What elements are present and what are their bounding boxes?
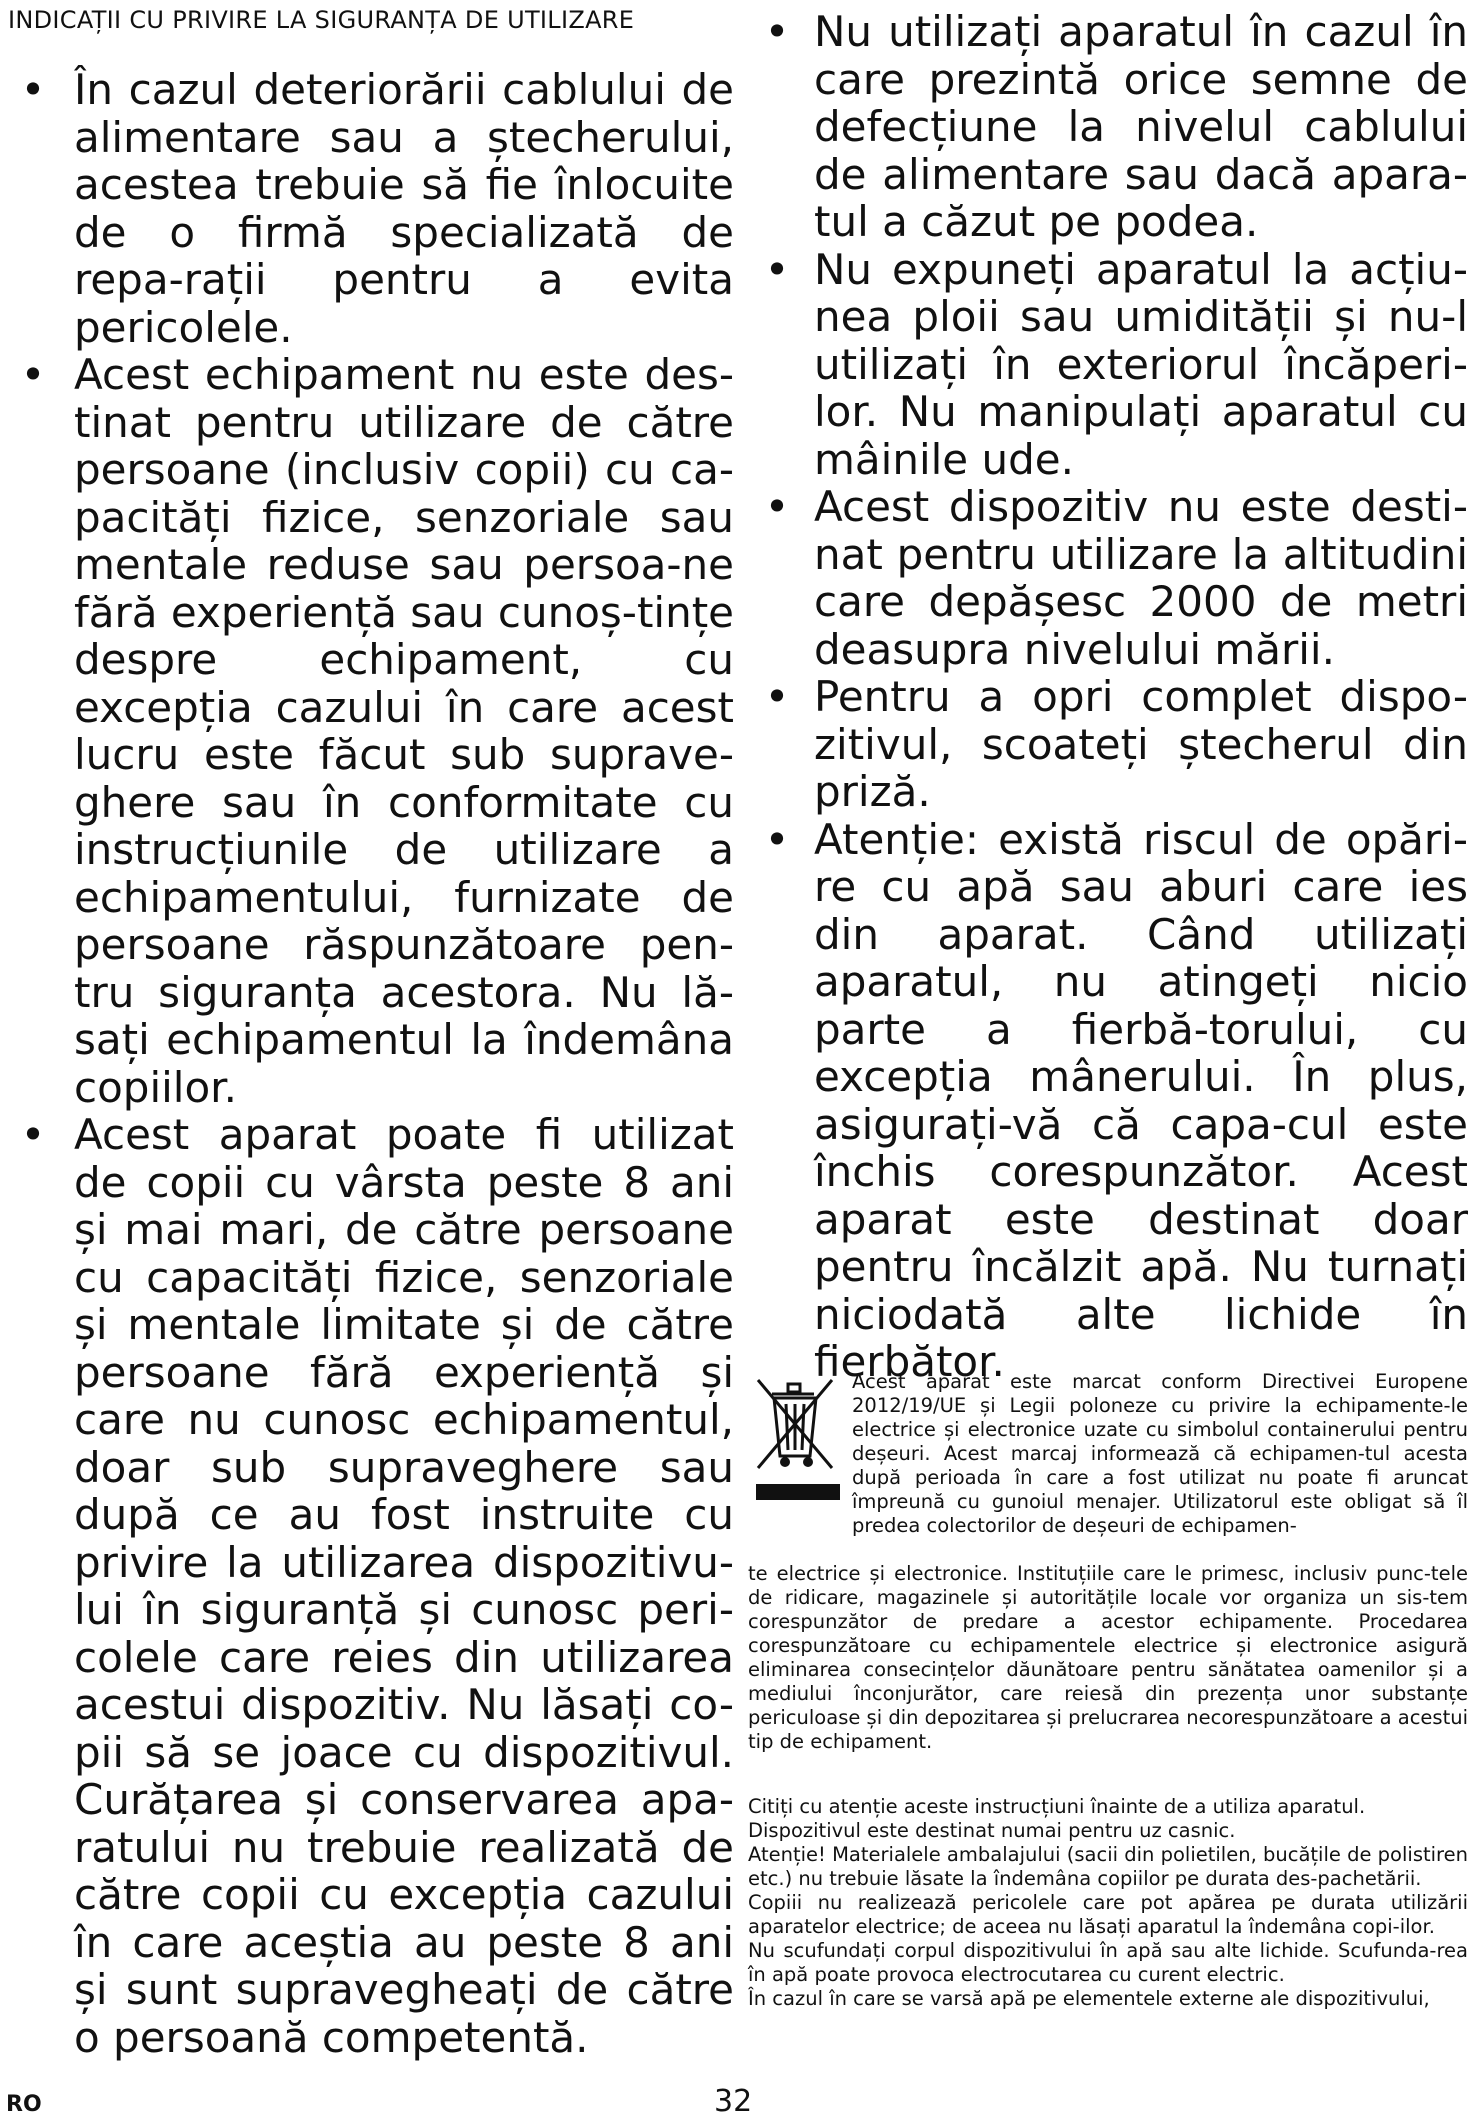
bullet-dot: • — [764, 244, 790, 294]
left-column — [8, 66, 734, 2061]
page-number: 32 — [714, 2084, 753, 2119]
bullet-item — [752, 246, 1468, 484]
bullet-item — [752, 673, 1468, 816]
bullet-text: Pentru a opri complet dispo-zitivul, scoateți ștecherul din priză. — [814, 672, 1468, 816]
bullet-dot: • — [20, 65, 46, 114]
bullet-dot: • — [20, 1110, 46, 1159]
bullet-dot: • — [764, 482, 790, 531]
bullet-item — [752, 8, 1468, 246]
note-paragraph: Copiii nu realizează pericolele care pot apărea pe durata utilizării aparatelor electrice; de aceea nu lăsați aparatul la îndemâna copi-ilor. — [748, 1891, 1468, 1938]
bullet-dot: • — [764, 814, 790, 864]
bullet-text: Atenție: există riscul de opări-re cu apă sau aburi care ies din aparat. Când utilizați aparatul, nu atingeți nicio parte a fierbă-torului, cu excepția mânerului. În plus, asigurați-vă că capa-cul este închis corespunzător. Acest aparat este destinat doar pentru încălzit apă. Nu turnați niciodată alte lichide în fierbător. — [814, 814, 1468, 1386]
bullet-item — [8, 1111, 734, 2061]
weee-text: Acest aparat este marcat conform Directivei Europene 2012/19/UE și Legii poloneze cu privire la echipamente-le electrice și electronice uzate cu simbolul containerului pentru deșeuri. Acest marcaj informează că echipamen-tul acesta după perioada în care a fost utilizat nu poate fi aruncat împreună cu gunoiul menajer. Utilizatorul este obligat să îl predea colectorilor de deșeuri de echipamen- — [852, 1370, 1468, 1537]
weee-text-continued: te electrice și electronice. Instituțiile care le primesc, inclusiv punc-tele de ridicare, magazinele și autoritățile locale vor organiza un sis-tem corespunzător de predare a acestor echipamente. Procedarea corespunzătoare cu echipamentele electrice și electronice asigură eliminarea consecințelor dăunătoare pentru sănătatea oamenilor și a mediului înconjurător, care reiesă din prezența unor substanțe periculoase și din depozitarea și prelucrarea necorespunzătoare a acestui tip de echipament. — [748, 1562, 1469, 1753]
note-paragraph: Citiți cu atenție aceste instrucțiuni înainte de a utiliza aparatul. — [748, 1795, 1366, 1818]
page-header: INDICAȚII CU PRIVIRE LA SIGURANȚA DE UTILIZARE — [8, 6, 635, 34]
bullet-text: Acest aparat poate fi utilizat de copii cu vârsta peste 8 ani și mai mari, de către persoane cu capacități fizice, senzoriale și mentale limitate și de către persoane fără experiență și care nu cunosc echipamentul, doar sub supraveghere sau după ce au fost instruite cu privire la utilizarea dispozitivu-lui în siguranță și cunosc peri-colele care reies din utilizarea acestui dispozitiv. Nu lăsați co-pii să se joace cu dispozitivul. Curățarea și conservarea apa-ratului nu trebuie realizată de către copii cu excepția cazului în care aceștia au peste 8 ani și sunt supravegheați de către o persoană competentă. — [74, 1110, 734, 2062]
note-paragraph: Dispozitivul este destinat numai pentru uz casnic. — [748, 1819, 1236, 1842]
note-paragraph: În cazul în care se varsă apă pe elementele externe ale dispozitivului, — [748, 1987, 1430, 2010]
bullet-item — [752, 816, 1468, 1386]
bullet-text: Nu utilizați aparatul în cazul în care prezintă orice semne de defecțiune la nivelul cablului de alimentare sau dacă apara-tul a căzut pe podea. — [814, 7, 1468, 246]
bullet-text: Nu expuneți aparatul la acțiu-nea ploii sau umidității și nu-l utilizați în exteriorul încăperi-lor. Nu manipulați aparatul cu mâinile ude. — [814, 244, 1468, 484]
right-column — [752, 8, 1468, 1386]
bullet-text: Acest dispozitiv nu este desti-nat pentru utilizare la altitudini care depășesc 2000 de metri deasupra nivelului mării. — [814, 482, 1468, 674]
bullet-item — [8, 66, 734, 351]
note-paragraph: Atenție! Materialele ambalajului (sacii din polietilen, bucățile de polistiren etc.) nu trebuie lăsate la îndemâna copiilor pe durata des-pachetării. — [748, 1843, 1468, 1890]
notes-section — [748, 1795, 1468, 2011]
language-code: RO — [6, 2092, 42, 2117]
crossed-out-bin-icon — [752, 1372, 844, 1522]
bullet-text: Acest echipament nu este des-tinat pentru utilizare de către persoane (inclusiv copii) cu ca-pacități fizice, senzoriale sau mentale reduse sau persoa-ne fără experiență sau cunoș-tințe despre echipament, cu excepția cazului în care acest lucru este făcut sub suprave-ghere sau în conformitate cu instrucțiunile de utilizare a echipamentului, furnizate de persoane răspunzătoare pen-tru siguranța acestora. Nu lă-sați echipamentul la îndemâna copiilor. — [74, 350, 735, 1112]
weee-notice — [748, 1370, 1468, 1570]
bullet-item — [8, 351, 734, 1111]
note-paragraph: Nu scufundați corpul dispozitivului în apă sau alte lichide. Scufunda-rea în apă poate provoca electrocutarea cu curent electric. — [748, 1939, 1468, 1986]
bullet-dot: • — [764, 7, 790, 56]
bullet-text: În cazul deteriorării cablului de alimentare sau a ștecherului, acestea trebuie să fie înlocuite de o firmă specializată de repa-rații pentru a evita pericolele. — [74, 65, 734, 352]
bullet-dot: • — [20, 350, 46, 399]
bullet-dot: • — [764, 672, 790, 721]
bullet-item — [752, 483, 1468, 673]
